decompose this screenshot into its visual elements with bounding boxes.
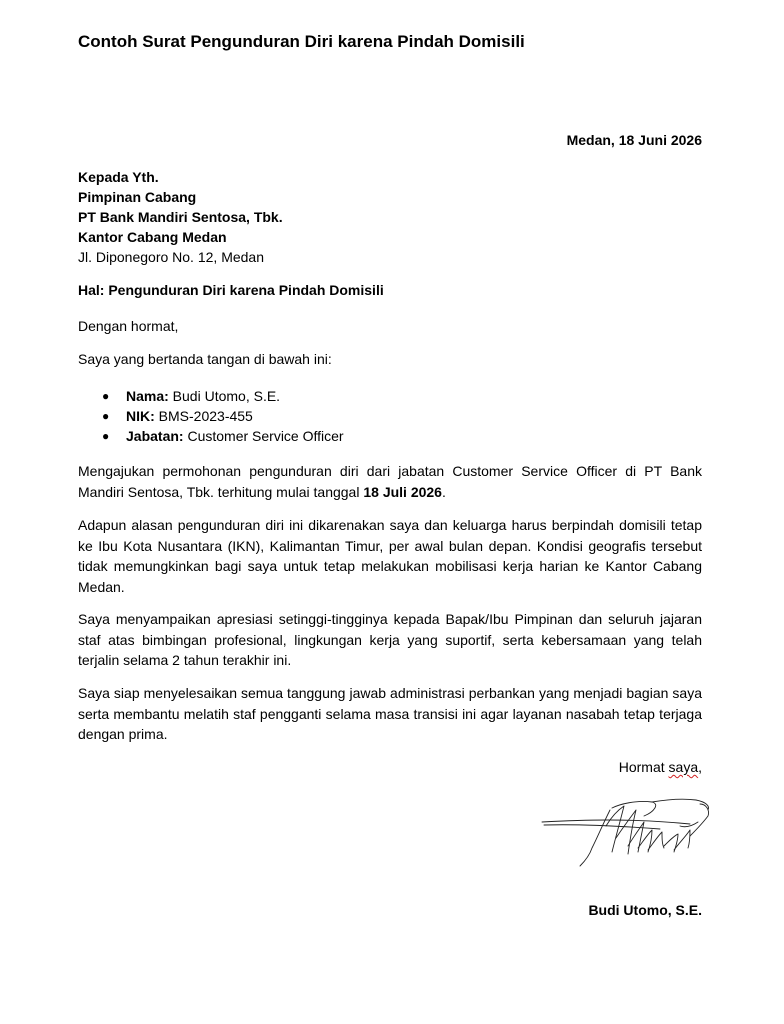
- detail-label-nik: NIK:: [126, 408, 155, 424]
- page-title: Contoh Surat Pengunduran Diri karena Pindah Domisili: [78, 32, 525, 51]
- closing-word-1: Hormat: [618, 759, 669, 775]
- handwritten-signature: [540, 796, 716, 876]
- paragraph-1-end: .: [441, 483, 446, 500]
- recipient-line-4: Kantor Cabang Medan: [78, 229, 227, 245]
- letter-date: Medan, 18 Juni 2026: [566, 132, 702, 148]
- recipient-line-1: Kepada Yth.: [78, 169, 159, 185]
- closing-end: ,: [698, 759, 702, 775]
- paragraph-1-text: Mengajukan permohonan pengunduran diri dari jabatan Customer Service Officer di PT Bank Mandiri Sentosa, Tbk. terhitung mulai tanggal: [78, 463, 702, 500]
- signer-name: Budi Utomo, S.E.: [588, 902, 702, 918]
- paragraph-resignation: [78, 461, 702, 502]
- letter-subject: Hal: Pengunduran Diri karena Pindah Domisili: [78, 282, 384, 298]
- list-item: [102, 386, 344, 406]
- recipient-line-2: Pimpinan Cabang: [78, 189, 197, 205]
- closing-word-2: saya: [668, 759, 699, 775]
- resignation-date: 18 Juli 2026: [363, 483, 442, 500]
- recipient-block: [78, 167, 283, 267]
- list-item: [102, 406, 344, 426]
- paragraph-appreciation: Saya menyampaikan apresiasi setinggi-tingginya kepada Bapak/Ibu Pimpinan dan seluruh jajaran staf atas bimbingan profesional, lingkungan kerja yang suportif, serta kebersamaan yang telah terjalin selama 2 tahun terakhir ini.: [78, 611, 702, 668]
- detail-value-position: Customer Service Officer: [183, 428, 344, 444]
- paragraph-handover: Saya siap menyelesaikan semua tanggung jawab administrasi perbankan yang menjadi bagian saya serta membantu melatih staf pengganti selama masa transisi ini agar layanan nasabah tetap terjaga dengan prima.: [78, 685, 702, 742]
- closing-phrase: [619, 759, 702, 775]
- recipient-address: Jl. Diponegoro No. 12, Medan: [78, 249, 264, 265]
- intro-line: Saya yang bertanda tangan di bawah ini:: [78, 351, 332, 367]
- detail-value-name: Budi Utomo, S.E.: [168, 388, 281, 404]
- paragraph-reason: Adapun alasan pengunduran diri ini dikarenakan saya dan keluarga harus berpindah domisili tetap ke Ibu Kota Nusantara (IKN), Kalimantan Timur, per awal bulan depan. Kondisi geografis tersebut tidak memungkinkan bagi saya untuk tetap melakukan mobilisasi kerja harian ke Kantor Cabang Medan.: [78, 517, 702, 595]
- recipient-line-3: PT Bank Mandiri Sentosa, Tbk.: [78, 209, 283, 225]
- salutation: Dengan hormat,: [78, 318, 179, 334]
- detail-label-name: Nama:: [126, 388, 169, 404]
- list-item: [102, 426, 344, 446]
- detail-value-nik: BMS-2023-455: [154, 408, 253, 424]
- detail-label-position: Jabatan:: [126, 428, 184, 444]
- employee-details-list: [102, 386, 344, 446]
